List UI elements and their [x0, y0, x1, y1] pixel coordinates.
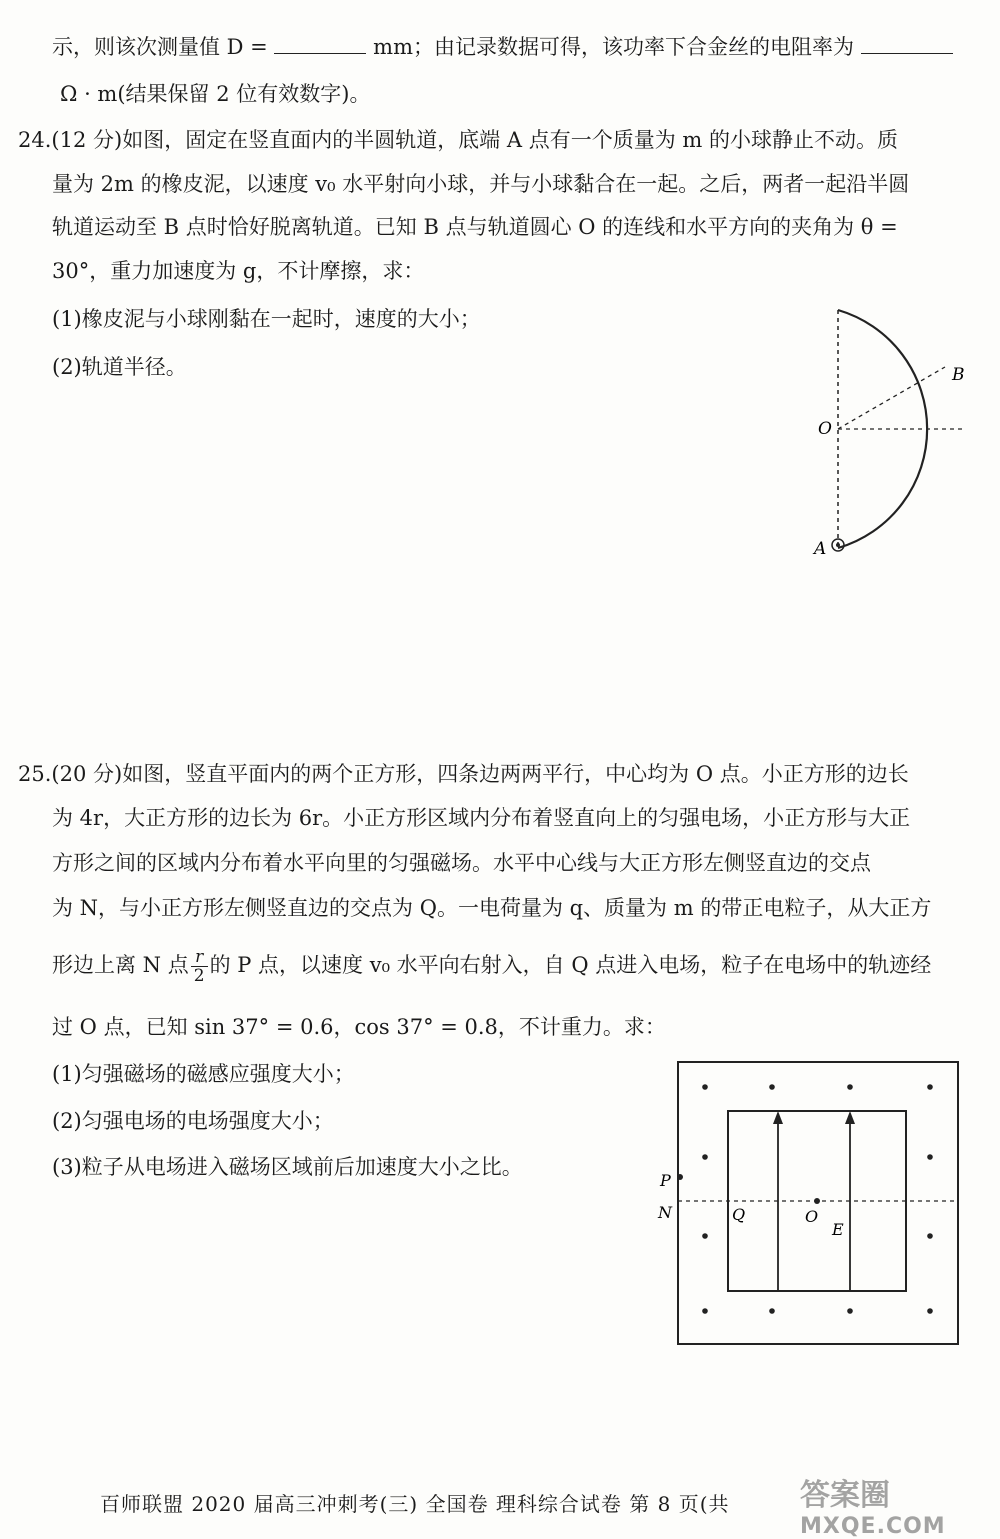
q24-label-a: A	[814, 539, 827, 559]
q25-label-o: O	[805, 1207, 819, 1226]
fraction-r-over-2: $\frac{r}{2}$	[191, 948, 208, 985]
q25-label-q: Q	[732, 1205, 746, 1224]
q24-number: 24.	[18, 128, 52, 152]
q25-line-2: 为 4r，大正方形的边长为 6r。小正方形区域内分布着竖直向上的匀强电场，小正方形与大正	[52, 806, 911, 830]
q24-sub-1: (1)橡皮泥与小球刚黏在一起时，速度的大小；	[52, 307, 481, 331]
page-footer: 百师联盟 2020 届高三冲刺考(三) 全国卷 理科综合试卷 第 8 页(共	[100, 1492, 730, 1516]
q25-sub-2: (2)匀强电场的电场强度大小；	[52, 1109, 334, 1133]
q24-line-2: 量为 2m 的橡皮泥，以速度 v₀ 水平射向小球，并与小球黏合在一起。之后，两者一起沿半圆	[52, 172, 910, 196]
q24-semicircle-track	[838, 310, 927, 548]
q24-label-b: B	[952, 365, 965, 385]
q25-label-p: P	[660, 1171, 671, 1190]
q25-sub-1: (1)匀强磁场的磁感应强度大小；	[52, 1062, 355, 1086]
answer-blank-d[interactable]	[274, 35, 366, 54]
brand-watermark	[800, 1470, 970, 1539]
q25-sub-3: (3)粒子从电场进入磁场区域前后加速度大小之比。	[52, 1155, 523, 1179]
q25-large-square	[678, 1062, 958, 1344]
q24-line-1: 24.(12 分)如图，固定在竖直面内的半圆轨道，底端 A 点有一个质量为 m 的小球静止不动。质	[18, 128, 898, 152]
q25-line-4: 为 N，与小正方形左侧竖直边的交点为 Q。一电荷量为 q、质量为 m 的带正电粒子，从大正方	[52, 896, 932, 920]
answer-blank-resistivity[interactable]	[861, 35, 953, 54]
q24-line-3: 轨道运动至 B 点时恰好脱离轨道。已知 B 点与轨道圆心 O 的连线和水平方向的夹角为 θ =	[52, 215, 898, 239]
q25-magnetic-field-dots	[702, 1084, 933, 1314]
q25-line-5: 形边上离 N 点 $\frac{r}{2}$ 的 P 点，以速度 v₀ 水平向右射入，自 Q 点进入电场，粒子在电场中的轨迹经	[52, 947, 932, 986]
q25-line-1: 25.(20 分)如图，竖直平面内的两个正方形，四条边两两平行，中心均为 O 点。小正方形的边长	[18, 762, 909, 786]
q24-ball	[832, 539, 844, 551]
q25-number: 25.	[18, 762, 52, 786]
brand-url: MXQE.COM	[800, 1514, 946, 1539]
q25-line-6: 过 O 点，已知 sin 37° = 0.6，cos 37° = 0.8，不计重力。求：	[52, 1015, 666, 1039]
q25-small-square	[728, 1111, 906, 1291]
q24-radius-ob	[838, 367, 945, 429]
q25-point-o	[814, 1198, 820, 1204]
q25-line-3: 方形之间的区域内分布着水平向里的匀强磁场。水平中心线与大正方形左侧竖直边的交点	[52, 851, 871, 875]
q25-point-p	[677, 1174, 683, 1180]
q24-sub-2: (2)轨道半径。	[52, 355, 187, 379]
q24-line-4: 30°，重力加速度为 g，不计摩擦，求：	[52, 259, 425, 283]
prev-question-line-2: Ω · m(结果保留 2 位有效数字)。	[60, 82, 371, 106]
prev-question-line-1: 示，则该次测量值 D = mm；由记录数据可得，该功率下合金丝的电阻率为	[52, 33, 953, 61]
q24-label-o: O	[818, 419, 832, 439]
q25-label-e: E	[832, 1220, 844, 1239]
brand-logo: 答案圈	[800, 1478, 890, 1513]
q25-label-n: N	[658, 1203, 672, 1222]
